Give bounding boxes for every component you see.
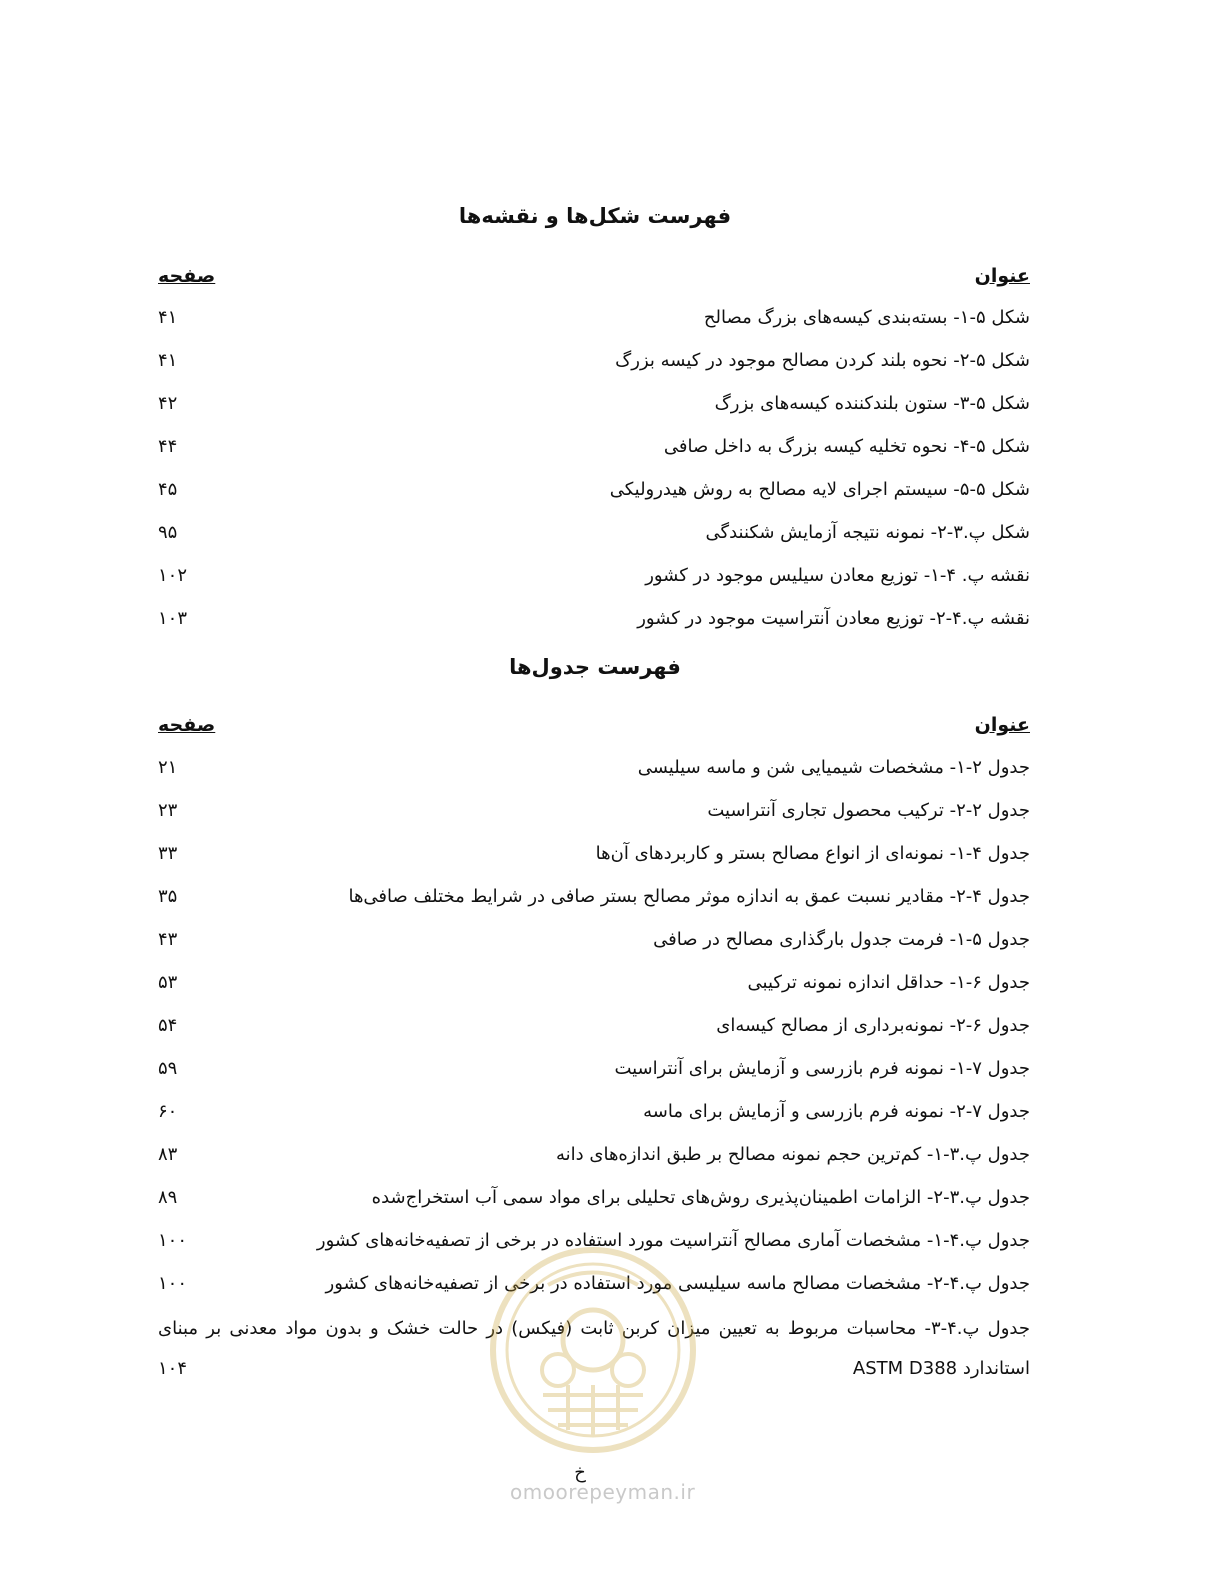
table-entry-page: ۱۰۰ (158, 1230, 188, 1251)
table-entry (158, 800, 1030, 834)
table-entry-page: ۵۹ (158, 1058, 178, 1079)
tables-header (158, 714, 1030, 744)
table-entry-page: ۲۱ (158, 757, 178, 778)
table-entry-title: جدول ۲-۲- ترکیب محصول تجاری آنتراسیت (707, 800, 1030, 821)
table-entry (158, 843, 1030, 877)
table-entry (158, 972, 1030, 1006)
figure-entry-title: شکل پ.۳-۲- نمونه نتیجه آزمایش شکنندگی (705, 522, 1030, 543)
table-entry (158, 757, 1030, 791)
figures-col-page: صفحه (158, 265, 216, 287)
table-entry-title: جدول ۷-۱- نمونه فرم بازرسی و آزمایش برای آنتراسیت (614, 1058, 1030, 1079)
table-entry-page: ۱۰۰ (158, 1273, 188, 1294)
figure-entry-title: شکل ۵-۱- بسته‌بندی کیسه‌های بزرگ مصالح (703, 307, 1030, 328)
table-entry-last-line2: استاندارد ASTM D388 (852, 1358, 1030, 1379)
figure-entry (158, 307, 1030, 341)
figure-entry-title: نقشه پ. ۴-۱- توزیع معادن سیلیس موجود در کشور (645, 565, 1030, 586)
table-entry-page: ۳۳ (158, 843, 178, 864)
table-entry-page: ۴۳ (158, 929, 178, 950)
table-entry-title: جدول ۷-۲- نمونه فرم بازرسی و آزمایش برای ماسه (643, 1101, 1030, 1122)
figure-entry-title: شکل ۵-۲- نحوه بلند کردن مصالح موجود در کیسه بزرگ (615, 350, 1030, 371)
table-entry-page: ۲۳ (158, 800, 178, 821)
figure-entry (158, 479, 1030, 513)
figure-entry-title: شکل ۵-۵- سیستم اجرای لایه مصالح به روش هیدرولیکی (609, 479, 1030, 500)
table-entry-page: ۵۴ (158, 1015, 178, 1036)
table-entry-title: جدول پ.۳-۱- کم‌ترین حجم نمونه مصالح بر طبق اندازه‌های دانه (555, 1144, 1030, 1165)
page-number: خ (574, 1462, 586, 1483)
tables-col-page: صفحه (158, 714, 216, 736)
table-entry-title: جدول پ.۳-۲- الزامات اطمینان‌پذیری روش‌های تحلیلی برای مواد سمی آب استخراج‌شده (371, 1187, 1030, 1208)
table-entry (158, 1187, 1030, 1221)
table-entry (158, 886, 1030, 920)
table-entry-page: ۸۹ (158, 1187, 178, 1208)
figure-entry-page: ۴۱ (158, 307, 178, 328)
table-entry (158, 1058, 1030, 1092)
table-entry (158, 1144, 1030, 1178)
table-entry-title: جدول پ.۴-۱- مشخصات آماری مصالح آنتراسیت مورد استفاده در برخی از تصفیه‌خانه‌های کشور (316, 1230, 1030, 1251)
watermark-url: omoorepeyman.ir (510, 1480, 696, 1504)
figures-list-title: فهرست شکل‌ها و نقشه‌ها (458, 204, 732, 228)
figure-entry-page: ۹۵ (158, 522, 178, 543)
table-entry (158, 929, 1030, 963)
table-entry-title: جدول ۶-۱- حداقل اندازه نمونه ترکیبی (747, 972, 1030, 993)
table-entry-page: ۵۳ (158, 972, 178, 993)
table-entry-title: جدول ۴-۱- نمونه‌ای از انواع مصالح بستر و کاربردهای آن‌ها (595, 843, 1030, 864)
figures-header (158, 265, 1030, 295)
figure-entry-title: شکل ۵-۴- نحوه تخلیه کیسه بزرگ به داخل صافی (663, 436, 1030, 457)
table-entry-title: جدول ۲-۱- مشخصات شیمیایی شن و ماسه سیلیسی (637, 757, 1030, 778)
figure-entry-title: نقشه پ.۴-۲- توزیع معادن آنتراسیت موجود در کشور (637, 608, 1030, 629)
figure-entry-page: ۴۲ (158, 393, 178, 414)
figure-entry (158, 436, 1030, 470)
table-entry-title: جدول پ.۴-۲- مشخصات مصالح ماسه سیلیسی مورد استفاده در برخی از تصفیه‌خانه‌های کشور (325, 1273, 1030, 1294)
table-entry (158, 1101, 1030, 1135)
table-entry-title: جدول ۵-۱- فرمت جدول بارگذاری مصالح در صافی (653, 929, 1030, 950)
figure-entry-page: ۱۰۲ (158, 565, 188, 586)
figure-entry (158, 522, 1030, 556)
figure-entry-page: ۴۴ (158, 436, 178, 457)
figure-entry-page: ۴۱ (158, 350, 178, 371)
table-entry-last-page: ۱۰۴ (158, 1358, 188, 1379)
figure-entry (158, 350, 1030, 384)
figure-entry (158, 393, 1030, 427)
watermark-seal-icon (488, 1245, 698, 1455)
figure-entry-page: ۱۰۳ (158, 608, 188, 629)
figure-entry (158, 608, 1030, 642)
figure-entry-page: ۴۵ (158, 479, 178, 500)
tables-col-title: عنوان (974, 714, 1030, 736)
table-entry-title: جدول ۴-۲- مقادیر نسبت عمق به اندازه موثر مصالح بستر صافی در شرایط مختلف صافی‌ها (348, 886, 1030, 907)
table-entry-page: ۸۳ (158, 1144, 178, 1165)
figure-entry-title: شکل ۵-۳- ستون بلندکننده کیسه‌های بزرگ (714, 393, 1030, 414)
figure-entry (158, 565, 1030, 599)
tables-list-title: فهرست جدول‌ها (509, 655, 681, 679)
table-entry-last-line1: جدول پ.۴-۳- محاسبات مربوط به تعیین میزان کربن ثابت (فیکس) در حالت خشک و بدون مواد معدنی بر مبنای (158, 1318, 1030, 1339)
table-entry-page: ۶۰ (158, 1101, 178, 1122)
figures-col-title: عنوان (974, 265, 1030, 287)
table-entry (158, 1015, 1030, 1049)
table-entry-page: ۳۵ (158, 886, 178, 907)
table-entry-title: جدول ۶-۲- نمونه‌برداری از مصالح کیسه‌ای (716, 1015, 1030, 1036)
